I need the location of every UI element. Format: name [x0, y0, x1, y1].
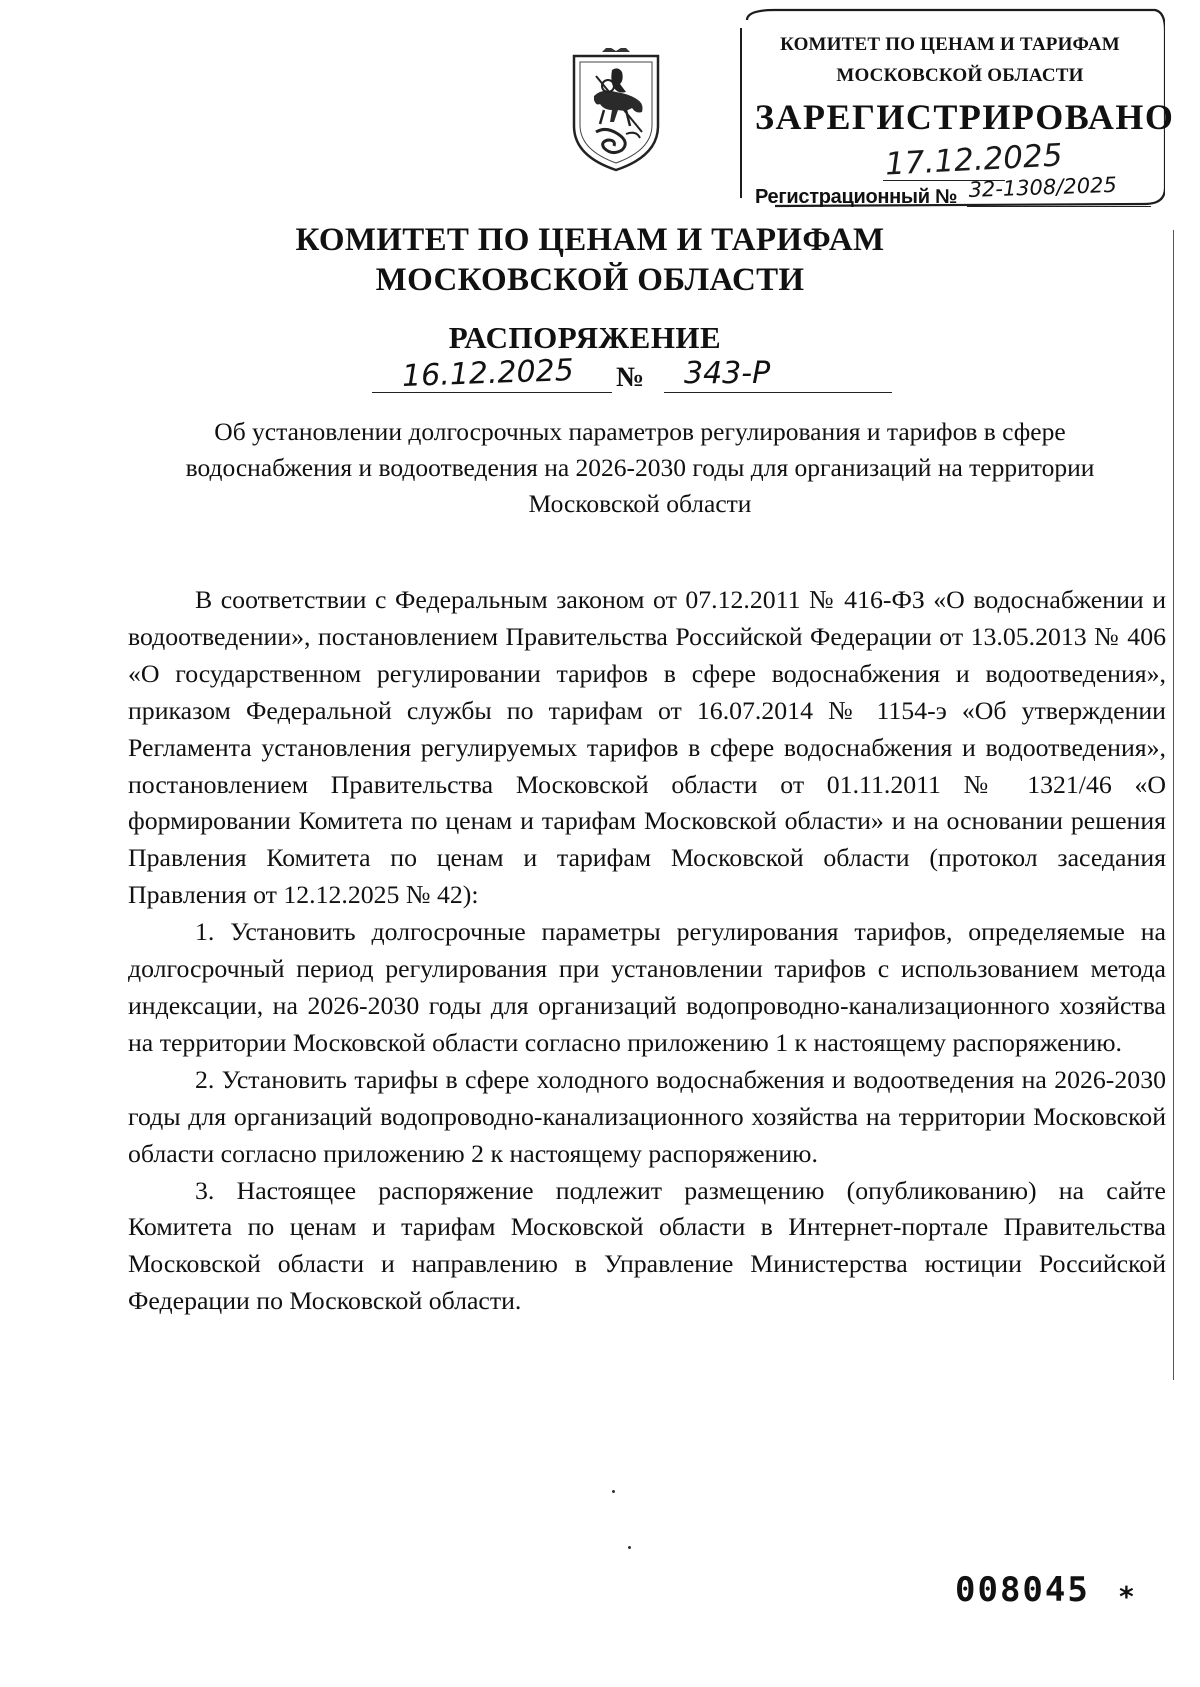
- document-date: 16.12.2025: [401, 353, 575, 394]
- scan-edge-line: [1173, 230, 1174, 1380]
- document-body: [128, 582, 1166, 1320]
- org-name-line2: МОСКОВСКОЙ ОБЛАСТИ: [375, 262, 805, 298]
- document-number: 343-Р: [684, 356, 771, 391]
- scan-speck: [628, 1546, 631, 1549]
- registration-stamp: [735, 8, 1175, 213]
- document-subject: Об установлении долгосрочных параметров регулирования и тарифов в сфере водоснабжения и водоотведения на 2026-2030 годы для организаций на территории Московской области: [185, 417, 1095, 518]
- serial-star: *: [1118, 1580, 1135, 1613]
- stamp-regno-underline: [967, 206, 1151, 207]
- body-item-1: 1. Установить долгосрочные параметры регулирования тарифов, определяемые на долгосрочный период регулирования при установлении тарифов с использованием метода индексации, на 2026-2030 годы для организаций водопроводно-канализационного хозяйства на территории Московской области согласно приложению 1 к настоящему распоряжению.: [128, 917, 1166, 1057]
- scan-speck: [612, 1490, 615, 1493]
- stamp-org-line2: МОСКОВСКОЙ ОБЛАСТИ: [836, 65, 1084, 86]
- serial-number: 008045: [955, 1570, 1090, 1610]
- body-item-3: 3. Настоящее распоряжение подлежит размещению (опубликованию) на сайте Комитета по ценам и тарифам Московской области в Интернет-портале Правительства Московской области и направлению в Управление Министерства юстиции Российской Федерации по Московской области.: [128, 1175, 1166, 1316]
- org-name-line1: КОМИТЕТ ПО ЦЕНАМ И ТАРИФАМ: [295, 222, 885, 258]
- stamp-registered-label: ЗАРЕГИСТРИРОВАНО: [755, 97, 1175, 137]
- date-number-row: [372, 353, 892, 400]
- stamp-regno-value: 32-1308/2025: [968, 172, 1118, 202]
- stamp-org-line1: КОМИТЕТ ПО ЦЕНАМ И ТАРИФАМ: [780, 34, 1120, 55]
- number-underline: [664, 392, 892, 393]
- stamp-handwritten-date: 17.12.2025: [884, 137, 1064, 183]
- document-type-title: РАСПОРЯЖЕНИЕ: [448, 320, 722, 355]
- stamp-regno-label: Регистрационный №: [755, 186, 957, 208]
- number-sign: №: [616, 362, 645, 393]
- body-preamble: В соответствии с Федеральным законом от 07.12.2011 № 416-ФЗ «О водоснабжении и водоотведении», постановлением Правительства Российской Федерации от 13.05.2013 № 406 «О государственном регулировании тарифов в сфере водоснабжения и водоотведения», приказом Федеральной службы по тарифам от 16.07.2014 № 1154-э «Об утверждении Регламента установления регулируемых тарифов в сфере водоснабжения и водоотведения», постановлением Правительства Московской области от 01.11.2011 № 1321/46 «О формировании Комитета по ценам и тарифам Московской области» и на основании решения Правления Комитета по ценам и тарифам Московской области (протокол заседания Правления от 12.12.2025 № 42):: [128, 585, 1166, 910]
- coat-of-arms-icon: [566, 48, 666, 176]
- body-item-2: 2. Установить тарифы в сфере холодного водоснабжения и водоотведения на 2026-2030 годы для организаций водопроводно-канализационного хозяйства на территории Московской области согласно приложению 2 к настоящему распоряжению.: [128, 1064, 1166, 1168]
